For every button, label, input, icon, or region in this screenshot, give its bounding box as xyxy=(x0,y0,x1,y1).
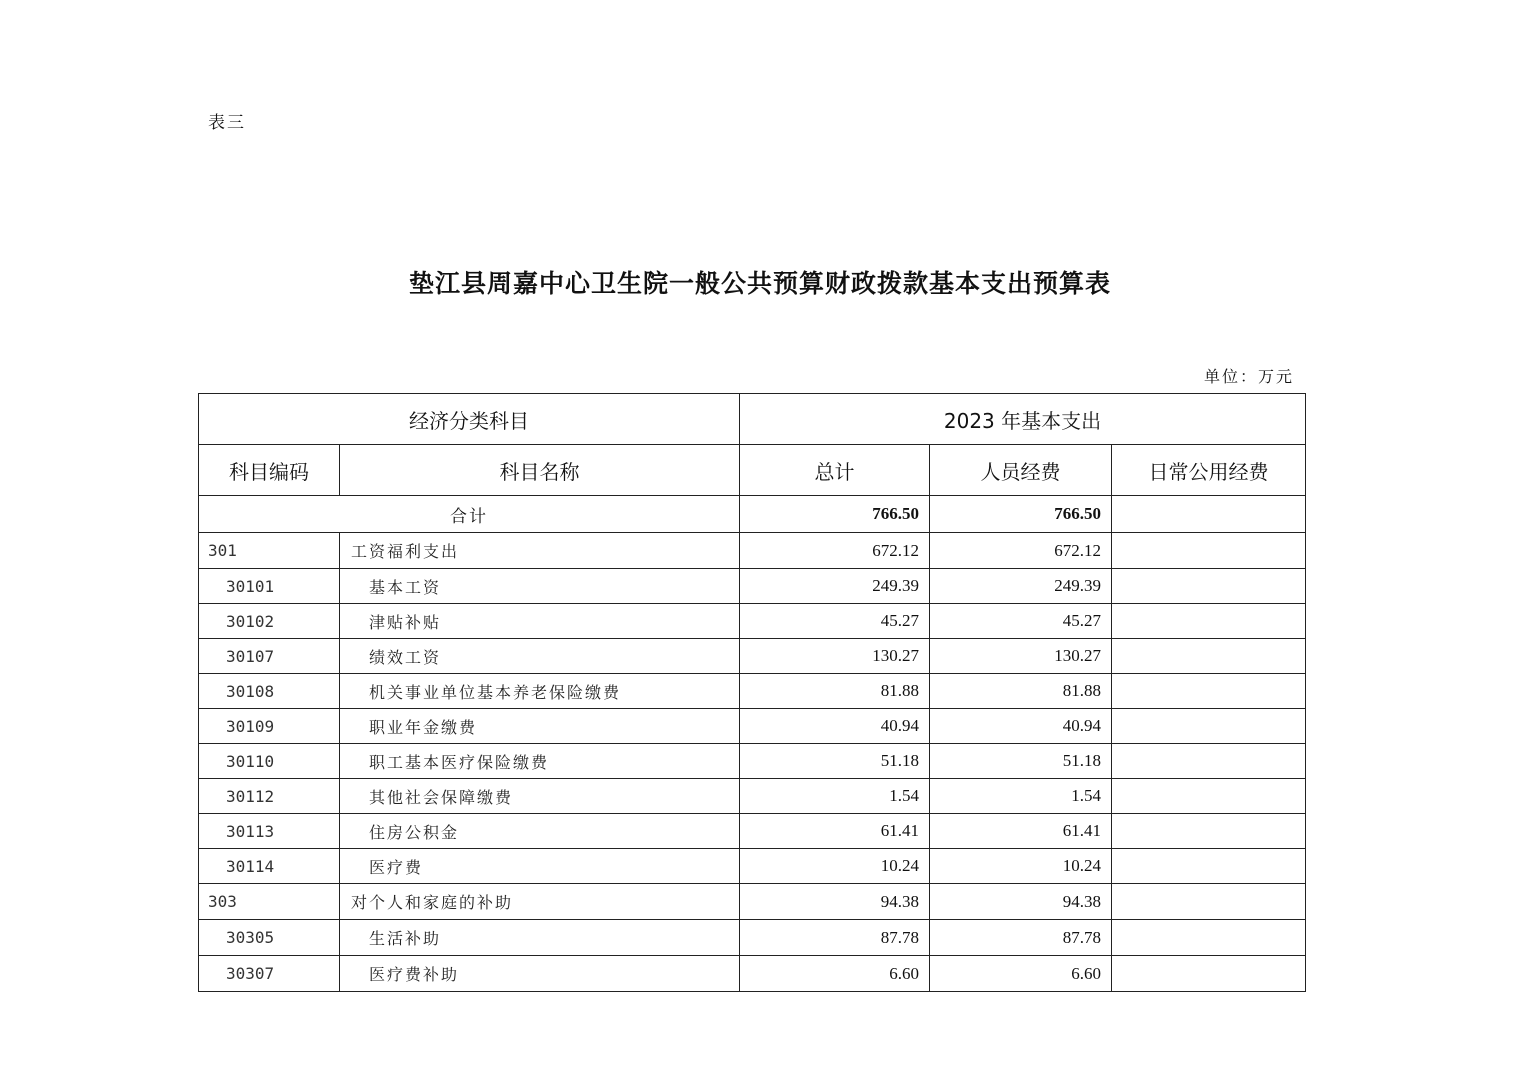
budget-table xyxy=(198,393,1306,992)
row-personnel: 81.88 xyxy=(930,674,1112,709)
total-amount: 766.50 xyxy=(740,496,930,533)
row-public xyxy=(1112,604,1306,639)
header-personnel: 人员经费 xyxy=(930,445,1112,496)
row-name: 其他社会保障缴费 xyxy=(340,779,740,814)
row-personnel: 130.27 xyxy=(930,639,1112,674)
row-public xyxy=(1112,533,1306,569)
table-row xyxy=(199,604,1306,639)
table-row xyxy=(199,674,1306,709)
row-name: 基本工资 xyxy=(340,569,740,604)
row-total: 81.88 xyxy=(740,674,930,709)
table-row xyxy=(199,884,1306,920)
row-personnel: 1.54 xyxy=(930,779,1112,814)
row-code: 30305 xyxy=(199,920,340,956)
table-row xyxy=(199,814,1306,849)
row-total: 45.27 xyxy=(740,604,930,639)
row-code: 303 xyxy=(199,884,340,920)
row-name: 绩效工资 xyxy=(340,639,740,674)
row-personnel: 40.94 xyxy=(930,709,1112,744)
row-total: 87.78 xyxy=(740,920,930,956)
row-personnel: 6.60 xyxy=(930,956,1112,992)
row-code: 30101 xyxy=(199,569,340,604)
row-public xyxy=(1112,849,1306,884)
row-name: 医疗费 xyxy=(340,849,740,884)
row-code: 30109 xyxy=(199,709,340,744)
row-name: 职工基本医疗保险缴费 xyxy=(340,744,740,779)
row-name: 住房公积金 xyxy=(340,814,740,849)
row-public xyxy=(1112,709,1306,744)
row-name: 生活补助 xyxy=(340,920,740,956)
row-public xyxy=(1112,744,1306,779)
row-public xyxy=(1112,639,1306,674)
header-name: 科目名称 xyxy=(340,445,740,496)
row-name: 医疗费补助 xyxy=(340,956,740,992)
table-row xyxy=(199,569,1306,604)
row-public xyxy=(1112,920,1306,956)
row-personnel: 672.12 xyxy=(930,533,1112,569)
header-code: 科目编码 xyxy=(199,445,340,496)
row-code: 30114 xyxy=(199,849,340,884)
row-code: 30108 xyxy=(199,674,340,709)
row-personnel: 10.24 xyxy=(930,849,1112,884)
row-public xyxy=(1112,814,1306,849)
row-total: 40.94 xyxy=(740,709,930,744)
header-row-columns xyxy=(199,445,1306,496)
row-code: 30113 xyxy=(199,814,340,849)
total-row xyxy=(199,496,1306,533)
row-code: 301 xyxy=(199,533,340,569)
row-total: 94.38 xyxy=(740,884,930,920)
row-public xyxy=(1112,956,1306,992)
row-total: 249.39 xyxy=(740,569,930,604)
row-total: 10.24 xyxy=(740,849,930,884)
row-personnel: 51.18 xyxy=(930,744,1112,779)
row-code: 30110 xyxy=(199,744,340,779)
row-public xyxy=(1112,779,1306,814)
row-personnel: 45.27 xyxy=(930,604,1112,639)
row-personnel: 94.38 xyxy=(930,884,1112,920)
row-code: 30107 xyxy=(199,639,340,674)
header-econ-category: 经济分类科目 xyxy=(199,394,740,445)
row-name: 津贴补贴 xyxy=(340,604,740,639)
row-public xyxy=(1112,884,1306,920)
row-code: 30307 xyxy=(199,956,340,992)
row-public xyxy=(1112,569,1306,604)
row-name: 工资福利支出 xyxy=(340,533,740,569)
table-row xyxy=(199,956,1306,992)
table-row xyxy=(199,533,1306,569)
row-name: 对个人和家庭的补助 xyxy=(340,884,740,920)
row-personnel: 87.78 xyxy=(930,920,1112,956)
header-basic-expenditure: 2023 年基本支出 xyxy=(740,394,1306,445)
header-row-group xyxy=(199,394,1306,445)
row-total: 130.27 xyxy=(740,639,930,674)
header-public: 日常公用经费 xyxy=(1112,445,1306,496)
row-code: 30112 xyxy=(199,779,340,814)
table-label: 表三 xyxy=(208,113,246,133)
table-row xyxy=(199,849,1306,884)
row-personnel: 61.41 xyxy=(930,814,1112,849)
unit-label: 单位：万元 xyxy=(1203,367,1294,386)
table-row xyxy=(199,709,1306,744)
row-name: 职业年金缴费 xyxy=(340,709,740,744)
document-title: 垫江县周嘉中心卫生院一般公共预算财政拨款基本支出预算表 xyxy=(408,269,1111,298)
total-label: 合计 xyxy=(199,496,740,533)
row-total: 1.54 xyxy=(740,779,930,814)
row-total: 672.12 xyxy=(740,533,930,569)
table-row xyxy=(199,639,1306,674)
table-row xyxy=(199,744,1306,779)
row-personnel: 249.39 xyxy=(930,569,1112,604)
table-row xyxy=(199,920,1306,956)
row-public xyxy=(1112,674,1306,709)
row-total: 61.41 xyxy=(740,814,930,849)
row-code: 30102 xyxy=(199,604,340,639)
row-name: 机关事业单位基本养老保险缴费 xyxy=(340,674,740,709)
total-personnel: 766.50 xyxy=(930,496,1112,533)
row-total: 51.18 xyxy=(740,744,930,779)
table-row xyxy=(199,779,1306,814)
total-public xyxy=(1112,496,1306,533)
header-total: 总计 xyxy=(740,445,930,496)
row-total: 6.60 xyxy=(740,956,930,992)
